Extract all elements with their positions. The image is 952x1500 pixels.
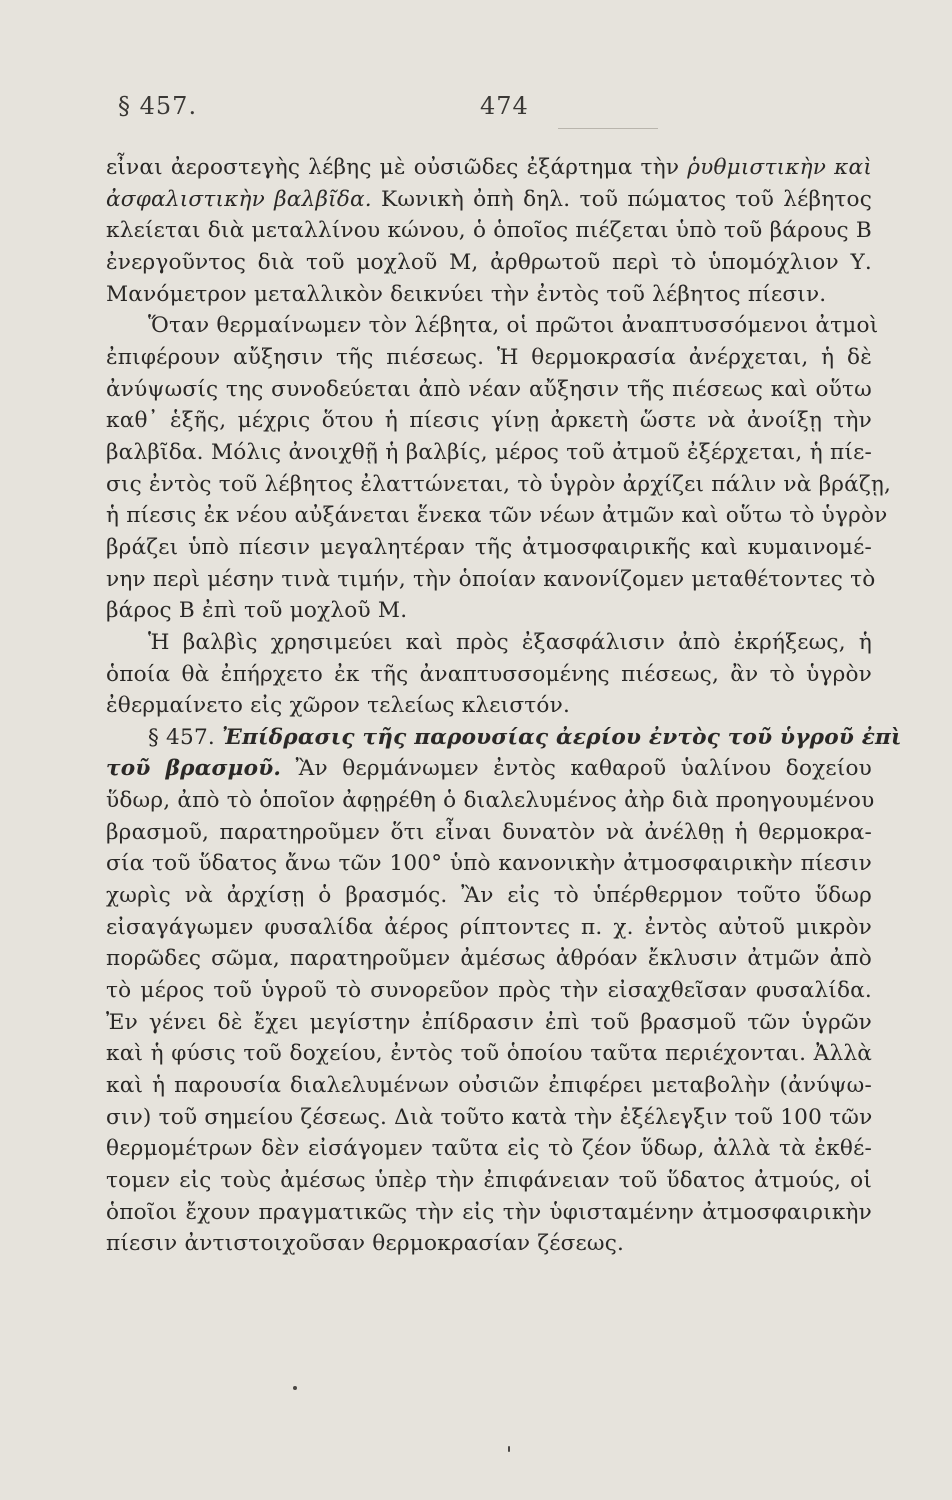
text-line: τὸ μέρος τοῦ ὑγροῦ τὸ συνορεῦον πρὸς τὴν εἰσαχθεῖσαν φυσαλίδα. [106, 978, 872, 1004]
section-heading: Ἐπίδρασις τῆς παρουσίας ἀερίου ἐντὸς τοῦ ὑγροῦ ἐπὶ [222, 724, 902, 750]
text-line: ὁποία θὰ ἐπήρχετο ἐκ τῆς ἀναπτυσσομένης πιέσεως, ἂν τὸ ὑγρὸν [106, 661, 872, 687]
text-line: σιν) τοῦ σημείου ζέσεως. Διὰ τοῦτο κατὰ τὴν ἐξέλεγξιν τοῦ 100 τῶν [106, 1104, 873, 1130]
text-line: εἰσαγάγωμεν φυσαλίδα ἀέρος ρίπτοντες π. χ. ἐντὸς αὐτοῦ μικρὸν [106, 914, 872, 940]
section-number: § 457. [148, 724, 223, 750]
ink-speck [508, 1446, 510, 1452]
ink-speck [293, 1386, 297, 1390]
text-line: ἡ πίεσις ἐκ νέου αὐξάνεται ἕνεκα τῶν νέων ἀτμῶν καὶ οὕτω τὸ ὑγρὸν [106, 503, 888, 529]
text-line: ἀνύψωσίς της συνοδεύεται ἀπὸ νέαν αὔξησιν τῆς πιέσεως καὶ οὕτω [106, 376, 872, 402]
text-line [106, 753, 872, 785]
text-line: βράζει ὑπὸ πίεσιν μεγαλητέραν τῆς ἀτμοσφαιρικῆς καὶ κυμαινομέ- [106, 534, 872, 560]
text-line: βαλβῖδα. Μόλις ἀνοιχθῇ ἡ βαλβίς, μέρος τοῦ ἀτμοῦ ἐξέρχεται, ἡ πίε- [106, 439, 872, 465]
text-line: Ἐν γένει δὲ ἔχει μεγίστην ἐπίδρασιν ἐπὶ τοῦ βρασμοῦ τῶν ὑγρῶν [106, 1009, 872, 1035]
text-line: νην περὶ μέσην τινὰ τιμήν, τὴν ὁποίαν κανονίζομεν μεταθέτοντες τὸ [106, 566, 876, 592]
text-line: κλείεται διὰ μεταλλίνου κώνου, ὁ ὁποῖος πιέζεται ὑπὸ τοῦ βάρους Β [106, 218, 872, 244]
body-text [106, 152, 902, 1260]
section-continuation: Ἂν θερμάνωμεν ἐντὸς καθαροῦ ὑαλίνου δοχείου [295, 756, 873, 782]
section-heading-line [106, 722, 902, 754]
italic-phrase: ῥυθμιστικὴν καὶ [687, 155, 872, 180]
text-line: ὕδωρ, ἀπὸ τὸ ὁποῖον ἀφῃρέθη ὁ διαλελυμένος ἀὴρ διὰ προηγουμένου [106, 788, 875, 814]
text-line: σις ἐντὸς τοῦ λέβητος ἐλαττώνεται, τὸ ὑγρὸν ἀρχίζει πάλιν νὰ βράζῃ, [106, 471, 892, 497]
text-line: Ἡ βαλβὶς χρησιμεύει καὶ πρὸς ἐξασφάλισιν ἀπὸ ἐκρήξεως, ἡ [148, 629, 872, 655]
section-heading-end: τοῦ βρασμοῦ. [106, 756, 282, 782]
text-line: ἐθερμαίνετο εἰς χῶρον τελείως κλειστόν. [106, 693, 571, 719]
header-rule [558, 128, 658, 129]
text-line: εἶναι ἀεροστεγὴς λέβης μὲ οὐσιῶδες ἐξάρτημα τὴν ῥυθμιστικὴν καὶ [106, 155, 872, 180]
text-line: ὁποῖοι ἔχουν πραγματικῶς τὴν εἰς τὴν ὑφισταμένην ἀτμοσφαιρικὴν [106, 1199, 872, 1225]
italic-word: ἀσφαλιστικὴν βαλβῖδα. [106, 186, 372, 212]
page-number: 474 [480, 92, 529, 120]
text-line: Μανόμετρον μεταλλικὸν δεικνύει τὴν ἐντὸς τοῦ λέβητος πίεσιν. [106, 281, 827, 307]
text-line: Ὅταν θερμαίνωμεν τὸν λέβητα, οἱ πρῶτοι ἀναπτυσσόμενοι ἀτμοὶ [148, 313, 879, 339]
section-reference: § 457. [118, 92, 198, 120]
text-line: βρασμοῦ, παρατηροῦμεν ὅτι εἶναι δυνατὸν νὰ ἀνέλθῃ ἡ θερμοκρα- [106, 819, 872, 845]
text-line: πορῶδες σῶμα, παρατηροῦμεν ἀμέσως ἀθρόαν ἔκλυσιν ἀτμῶν ἀπὸ [106, 946, 872, 972]
text-line: βάρος Β ἐπὶ τοῦ μοχλοῦ Μ. [106, 598, 408, 624]
text-line: καὶ ἡ παρουσία διαλελυμένων οὐσιῶν ἐπιφέρει μεταβολὴν (ἀνύψω- [106, 1073, 872, 1099]
text-line: σία τοῦ ὕδατος ἄνω τῶν 100° ὑπὸ κανονικὴν ἀτμοσφαιρικὴν πίεσιν [106, 851, 872, 877]
page-header [118, 92, 852, 132]
text-line: χωρὶς νὰ ἀρχίσῃ ὁ βρασμός. Ἂν εἰς τὸ ὑπέρθερμον τοῦτο ὕδωρ [106, 883, 872, 909]
text-line: ἐπιφέρουν αὔξησιν τῆς πιέσεως. Ἡ θερμοκρασία ἀνέρχεται, ἡ δὲ [106, 344, 872, 370]
text-line: ἀσφαλιστικὴν βαλβῖδα. Κωνικὴ ὀπὴ δηλ. τοῦ πώματος τοῦ λέβητος [106, 186, 872, 212]
text-line: θερμομέτρων δὲν εἰσάγομεν ταῦτα εἰς τὸ ζέον ὕδωρ, ἀλλὰ τὰ ἐκθέ- [106, 1136, 872, 1162]
text-line: ἐνεργοῦντος διὰ τοῦ μοχλοῦ Μ, ἀρθρωτοῦ περὶ τὸ ὑπομόχλιον Υ. [106, 249, 872, 275]
text-line: καὶ ἡ φύσις τοῦ δοχείου, ἐντὸς τοῦ ὁποίου ταῦτα περιέχονται. Ἀλλὰ [106, 1041, 872, 1067]
text-line: πίεσιν ἀντιστοιχοῦσαν θερμοκρασίαν ζέσεως. [106, 1231, 625, 1257]
text-line: καθ᾽ ἑξῆς, μέχρις ὅτου ἡ πίεσις γίνῃ ἀρκετὴ ὥστε νὰ ἀνοίξῃ τὴν [106, 408, 872, 434]
text-line: τομεν εἰς τοὺς ἀμέσως ὑπὲρ τὴν ἐπιφάνειαν τοῦ ὕδατος ἀτμούς, οἱ [106, 1168, 872, 1193]
